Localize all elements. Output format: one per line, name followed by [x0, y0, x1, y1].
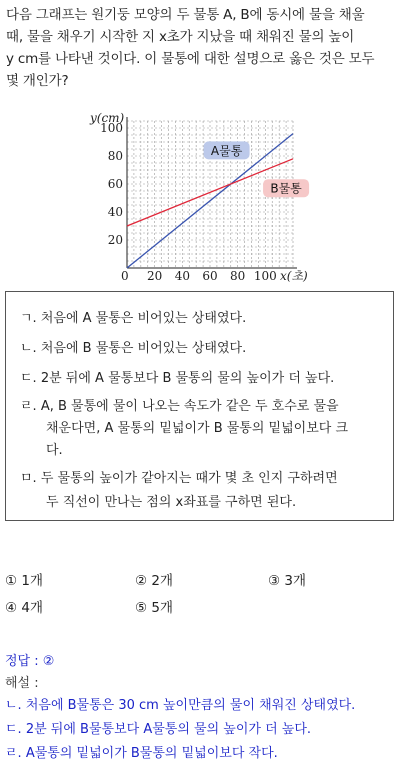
x-axis-label: x(초)	[280, 269, 308, 283]
statements-box	[5, 291, 394, 521]
statement-item: ㅁ. 두 물통의 높이가 같아지는 때가 몇 초 인지 구하려면	[20, 471, 338, 486]
explanation-line: ㄹ. A물통의 밑넓이가 B물통의 밑넓이보다 작다.	[5, 746, 278, 761]
question-line: y cm를 나타낸 것이다. 이 물통에 대한 설명으로 옳은 것은 모두	[6, 51, 375, 67]
x-tick-label: 100	[253, 269, 277, 283]
statement-item: ㄱ. 처음에 A 물통은 비어있는 상태였다.	[20, 311, 247, 326]
y-tick-label: 40	[107, 205, 123, 219]
line-chart	[80, 108, 320, 288]
statement-continuation: 다.	[46, 443, 63, 458]
x-tick-label: 60	[202, 269, 218, 283]
choice-2[interactable]: ② 2개	[135, 573, 174, 589]
series-a-label: A물통	[210, 143, 243, 158]
choice-3[interactable]: ③ 3개	[268, 573, 307, 589]
x-tick-label: 20	[147, 269, 163, 283]
explanation-label: 해설 :	[5, 676, 39, 691]
explanation-line: ㄴ. 처음에 B물통은 30 cm 높이만큼의 물이 채워진 상태였다.	[5, 698, 356, 713]
y-tick-label: 80	[107, 149, 123, 163]
question-line: 다음 그래프는 원기둥 모양의 두 물통 A, B에 동시에 물을 채울	[6, 7, 365, 23]
series-b-label: B물통	[270, 181, 302, 196]
statement-continuation: 채운다면, A 물통의 밑넓이가 B 물통의 밑넓이보다 크	[46, 421, 349, 436]
x-tick-label: 40	[174, 269, 190, 283]
choice-4[interactable]: ④ 4개	[5, 600, 44, 616]
x-tick-label: 80	[230, 269, 246, 283]
question-line: 몇 개인가?	[6, 73, 69, 89]
question-text	[6, 4, 398, 92]
statement-item: ㄴ. 처음에 B 물통은 비어있는 상태였다.	[20, 341, 247, 356]
y-axis-label: y(cm)	[90, 111, 125, 125]
choice-1[interactable]: ① 1개	[5, 573, 44, 589]
statement-item: ㄹ. A, B 물통에 물이 나오는 속도가 같은 두 호수로 물을	[20, 399, 339, 414]
origin-label: 0	[121, 269, 129, 283]
explanation-line: ㄷ. 2분 뒤에 B물통보다 A물통의 물의 높이가 더 높다.	[5, 722, 312, 737]
statement-continuation: 두 직선이 만나는 점의 x좌표를 구하면 된다.	[46, 495, 297, 510]
answer-label: 정답 : ②	[5, 654, 55, 669]
y-tick-label: 60	[107, 177, 123, 191]
choice-5[interactable]: ⑤ 5개	[135, 600, 174, 616]
statement-item: ㄷ. 2분 뒤에 A 물통보다 B 물통의 물의 높이가 더 높다.	[20, 371, 335, 386]
y-tick-label: 20	[107, 233, 123, 247]
question-line: 때, 물을 채우기 시작한 지 x초가 지났을 때 채워진 물의 높이	[6, 29, 355, 45]
y-tick-label: 100	[100, 121, 123, 135]
